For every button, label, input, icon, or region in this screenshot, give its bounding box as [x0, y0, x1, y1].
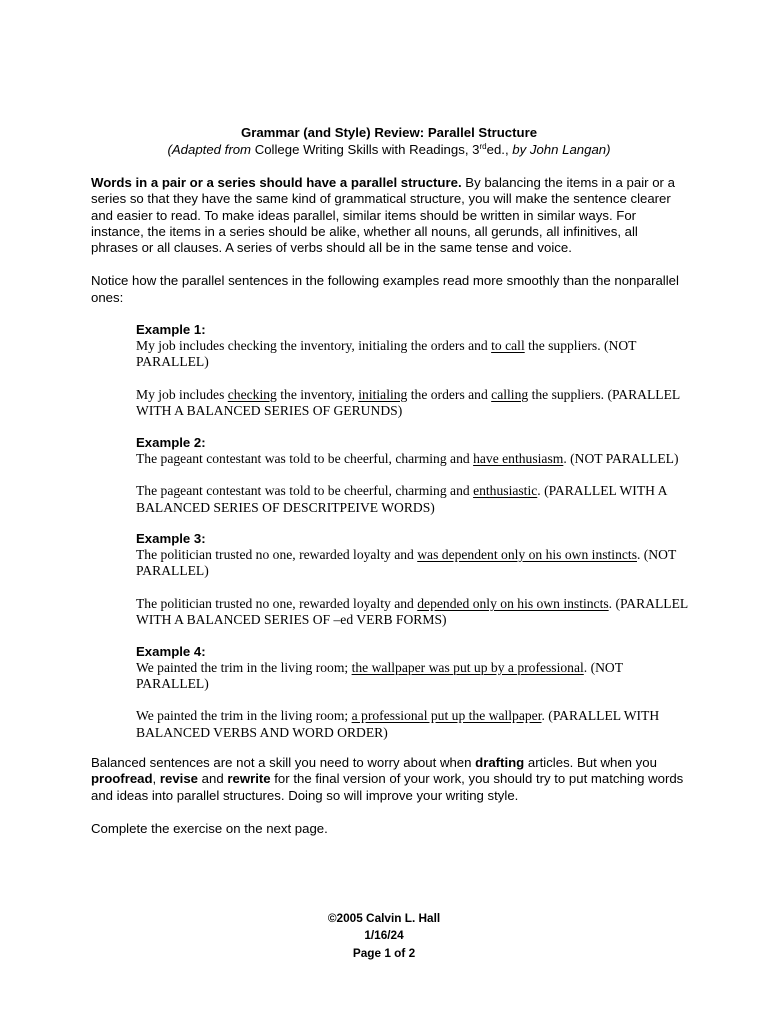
sentence-text: . (NOT PARALLEL): [136, 546, 676, 579]
subtitle-book: College Writing Skills with Readings, 3: [254, 142, 480, 157]
notice-paragraph: Notice how the parallel sentences in the following examples read more smoothly than the nonparallel ones:: [91, 273, 679, 305]
underlined-phrase: was dependent only on his own instincts: [417, 546, 637, 562]
sentence-text: My job includes checking the inventory, initialing the orders and: [136, 338, 492, 354]
document-subtitle: [91, 141, 687, 158]
footer-copyright: ©2005 Calvin L. Hall: [327, 911, 441, 925]
bold-term: proofread: [91, 771, 153, 787]
sentence-text: . (PARALLEL WITH A BALANCED SERIES OF –ed VERB FORMS): [136, 595, 688, 628]
intro-lead: Words in a pair or a series should have a parallel structure.: [91, 175, 462, 190]
bold-term: revise: [159, 771, 199, 787]
sentence-text: We painted the trim in the living room;: [136, 708, 352, 724]
sentence-text: We painted the trim in the living room;: [136, 659, 352, 675]
subtitle-author: by John Langan): [512, 142, 611, 157]
underlined-phrase: depended only on his own instincts: [417, 595, 609, 611]
underlined-phrase: initialing: [358, 386, 408, 402]
intro-rest: By balancing the items in a pair or a series so that they have the same kind of grammatical structure, you will make the sentence clearer and easier to read. To make ideas parallel, similar items should be written in similar ways. For instance, the items in a series should be alike, whether all nouns, all gerunds, all infinitives, all phrases or all clauses. A series of verbs should all be in the same tense and voice.: [91, 175, 675, 256]
subtitle-ed: ed.,: [486, 142, 513, 157]
underlined-phrase: checking: [227, 386, 277, 402]
nonparallel-sentence: [136, 660, 694, 693]
nonparallel-sentence: [136, 451, 694, 467]
bold-term: drafting: [475, 755, 525, 771]
underlined-phrase: a professional put up the wallpaper: [351, 708, 542, 724]
sentence-text: the suppliers. (PARALLEL WITH A BALANCED SERIES OF GERUNDS): [136, 386, 680, 419]
nonparallel-sentence: [136, 338, 694, 371]
closing-text: Balanced sentences are not a skill you need to worry about when: [91, 755, 476, 771]
closing-text: articles. But when you: [524, 755, 657, 771]
instruction-paragraph: Complete the exercise on the next page.: [91, 821, 328, 837]
sentence-text: The pageant contestant was told to be cheerful, charming and: [136, 450, 474, 466]
underlined-phrase: to call: [491, 338, 525, 354]
sentence-text: The politician trusted no one, rewarded loyalty and: [136, 546, 418, 562]
sentence-text: the orders and: [407, 386, 492, 402]
parallel-sentence: [136, 596, 694, 629]
intro-paragraph: [91, 175, 687, 256]
sentence-text: The politician trusted no one, rewarded loyalty and: [136, 595, 418, 611]
example-heading: Example 4:: [136, 643, 206, 659]
document-title: Grammar (and Style) Review: Parallel Structure: [240, 125, 538, 140]
nonparallel-sentence: [136, 547, 694, 580]
closing-text: for the final version of your work, you should try to put matching words and ideas into parallel structures. Doing so will improve your writing style.: [91, 771, 684, 803]
underlined-phrase: the wallpaper was put up by a professional: [351, 659, 584, 675]
example-1: [136, 322, 694, 420]
example-heading: Example 2:: [136, 434, 206, 450]
document-body: [91, 124, 687, 837]
closing-text: and: [198, 771, 228, 787]
example-heading: Example 1:: [136, 322, 206, 338]
sentence-text: the inventory,: [276, 386, 359, 402]
sentence-text: My job includes: [136, 386, 228, 402]
example-heading: Example 3:: [136, 530, 206, 546]
underlined-phrase: enthusiastic: [473, 483, 538, 499]
sentence-text: the suppliers. (NOT PARALLEL): [136, 338, 637, 370]
closing-paragraph: [91, 755, 687, 804]
closing-text: ,: [152, 771, 160, 787]
sentence-text: . (PARALLEL WITH A BALANCED SERIES OF DESCRITPEIVE WORDS): [136, 483, 667, 515]
sentence-text: . (NOT PARALLEL): [136, 659, 623, 691]
sentence-text: The pageant contestant was told to be cheerful, charming and: [136, 483, 474, 499]
page-footer: [0, 910, 768, 962]
footer-page-number: Page 1 of 2: [352, 945, 416, 960]
examples-list: [136, 322, 694, 741]
footer-date: 1/16/24: [364, 928, 404, 943]
subtitle-sup: rd: [479, 142, 487, 151]
example-3: [136, 531, 694, 629]
subtitle-adapted: (Adapted from: [167, 142, 255, 157]
bold-term: rewrite: [227, 771, 271, 787]
underlined-phrase: have enthusiasm: [473, 450, 564, 466]
parallel-sentence: [136, 708, 694, 741]
sentence-text: . (NOT PARALLEL): [563, 450, 679, 466]
parallel-sentence: [136, 483, 694, 516]
parallel-sentence: [136, 387, 694, 420]
example-2: [136, 435, 694, 516]
example-4: [136, 644, 694, 742]
sentence-text: . (PARALLEL WITH BALANCED VERBS AND WORD ORDER): [136, 708, 660, 740]
underlined-phrase: calling: [491, 386, 529, 402]
